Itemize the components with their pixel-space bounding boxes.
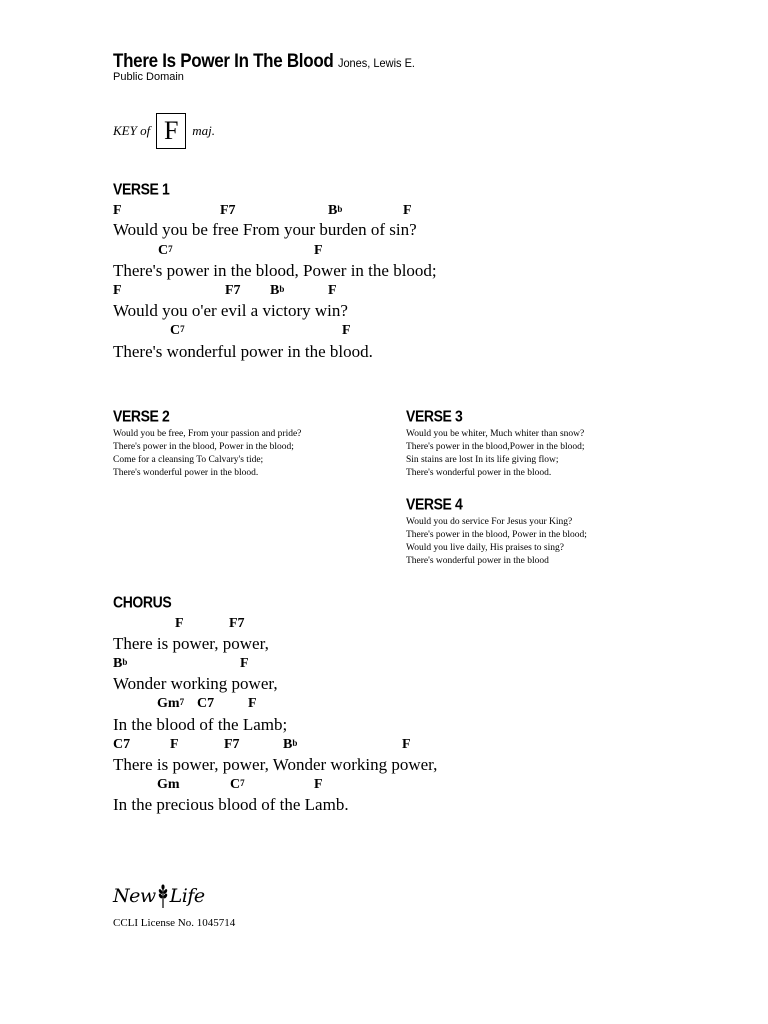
- lyric-line: There's wonderful power in the blood: [406, 556, 549, 566]
- chord: $C^7$: [230, 777, 245, 792]
- logo-text-left: New: [113, 885, 156, 907]
- chord: F: [403, 203, 412, 218]
- ccli-license: CCLI License No. 1045714: [113, 917, 236, 929]
- chord: C7: [197, 696, 215, 711]
- chord: F: [342, 323, 351, 338]
- verse-4-lyrics: [406, 516, 587, 568]
- lyric-line: There is power, power, Wonder working power,: [113, 755, 438, 774]
- chord: F: [314, 243, 323, 258]
- chord: $B^b$: [113, 656, 128, 671]
- chord: $B^b$: [283, 737, 298, 752]
- song-title-text: There Is Power In The Blood: [113, 50, 334, 72]
- verse-4-heading: VERSE 4: [406, 495, 463, 513]
- verse-1-heading: VERSE 1: [113, 180, 170, 198]
- verse-3-heading: VERSE 3: [406, 407, 463, 425]
- chord: F7: [224, 737, 240, 752]
- lyric-line: There's wonderful power in the blood.: [113, 342, 373, 361]
- lyric-line: In the blood of the Lamb;: [113, 715, 288, 734]
- chord: F: [113, 283, 122, 298]
- chord: F: [328, 283, 337, 298]
- chord: Gm$^7$: [157, 696, 185, 711]
- key-prefix: KEY of: [113, 123, 151, 138]
- copyright-notice: Public Domain: [113, 71, 184, 83]
- chord: Gm: [157, 777, 180, 792]
- lyric-line: Wonder working power,: [113, 674, 278, 693]
- lyric-line: There is power, power,: [113, 634, 269, 653]
- chord: F: [240, 656, 249, 671]
- lyric-line: In the precious blood of the Lamb.: [113, 795, 349, 814]
- chord: $B^b$: [270, 283, 285, 298]
- key-suffix: maj.: [192, 123, 215, 138]
- chord: F: [248, 696, 257, 711]
- lyric-line: Would you be free From your burden of sin?: [113, 220, 417, 239]
- chord: F7: [220, 203, 236, 218]
- chord: F: [175, 616, 184, 631]
- lyric-line: There's power in the blood,Power in the blood;: [406, 442, 585, 452]
- chorus-heading: CHORUS: [113, 593, 172, 611]
- verse-3-lyrics: [406, 428, 584, 480]
- chord: $B^b$: [328, 203, 343, 218]
- chord: C7: [113, 737, 131, 752]
- logo-text-right: Life: [169, 885, 205, 907]
- newlife-logo: [113, 884, 205, 908]
- chord: $C^7$: [158, 243, 173, 258]
- lyric-line: There's wonderful power in the blood.: [113, 468, 259, 478]
- verse-2-lyrics: [113, 428, 301, 480]
- song-title: [113, 50, 415, 72]
- chord: F7: [225, 283, 241, 298]
- chord: F: [314, 777, 323, 792]
- song-key: [113, 113, 215, 149]
- key-note: F: [156, 113, 186, 149]
- lyric-line: Would you live daily, His praises to sing?: [406, 543, 564, 553]
- lyric-line: There's wonderful power in the blood.: [406, 468, 552, 478]
- wheat-icon: [157, 884, 169, 908]
- lyric-line: There's power in the blood, Power in the blood;: [113, 442, 294, 452]
- lyric-line: There's power in the blood, Power in the blood;: [113, 261, 437, 280]
- lyric-line: Come for a cleansing To Calvary's tide;: [113, 455, 264, 465]
- lyric-line: Would you be whiter, Much whiter than snow?: [406, 429, 585, 439]
- chord: F7: [229, 616, 245, 631]
- lyric-line: There's power in the blood, Power in the blood;: [406, 530, 587, 540]
- lyric-line: Sin stains are lost In its life giving flow;: [406, 455, 559, 465]
- song-author: Jones, Lewis E.: [337, 56, 415, 71]
- chord: F: [170, 737, 179, 752]
- lyric-line: Would you do service For Jesus your King?: [406, 517, 573, 527]
- verse-2-heading: VERSE 2: [113, 407, 170, 425]
- chord: F: [402, 737, 411, 752]
- lyric-line: Would you be free, From your passion and pride?: [113, 429, 302, 439]
- lyric-line: Would you o'er evil a victory win?: [113, 301, 348, 320]
- chord: $C^7$: [170, 323, 185, 338]
- chord: F: [113, 203, 122, 218]
